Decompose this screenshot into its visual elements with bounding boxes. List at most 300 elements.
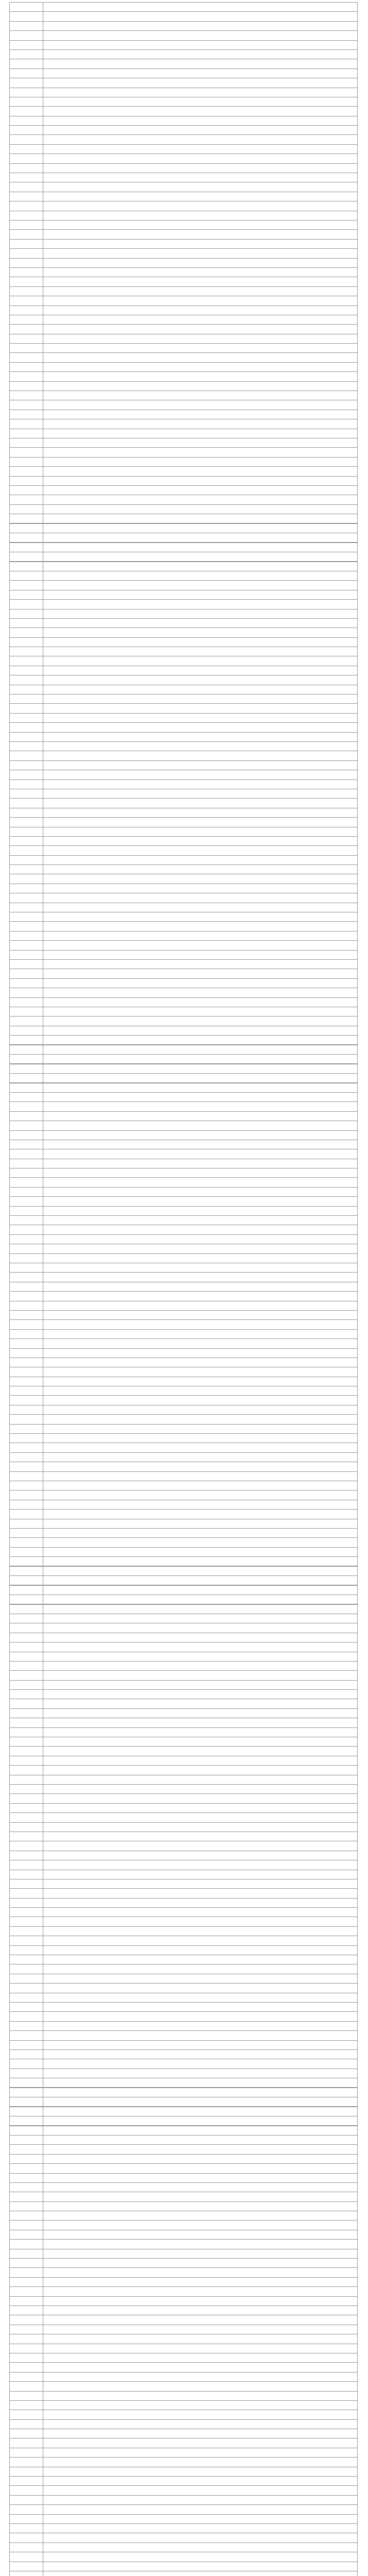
table-row bbox=[10, 467, 358, 476]
company-name-cell bbox=[43, 2040, 358, 2049]
table-row bbox=[10, 1945, 358, 1955]
company-name-cell bbox=[43, 1528, 358, 1537]
row-number bbox=[10, 457, 43, 466]
row-number bbox=[10, 1737, 43, 1747]
row-number bbox=[10, 675, 43, 685]
row-number bbox=[10, 1159, 43, 1168]
row-number bbox=[10, 2012, 43, 2021]
company-table bbox=[9, 1045, 358, 1604]
row-number bbox=[10, 1216, 43, 1225]
table-row bbox=[10, 2240, 358, 2249]
company-name-cell bbox=[43, 618, 358, 628]
row-number bbox=[10, 97, 43, 106]
row-number bbox=[10, 846, 43, 855]
company-name-cell bbox=[43, 1216, 358, 1225]
row-number bbox=[10, 2486, 43, 2495]
company-name-cell bbox=[43, 2458, 358, 2467]
table-row bbox=[10, 685, 358, 694]
table-row bbox=[10, 1140, 358, 1149]
table-row bbox=[10, 1424, 358, 1433]
row-number bbox=[10, 1993, 43, 2002]
company-name-cell bbox=[43, 1595, 358, 1604]
company-name-cell bbox=[43, 1064, 358, 1073]
row-number bbox=[10, 2514, 43, 2523]
table-row bbox=[10, 808, 358, 817]
company-name-cell bbox=[43, 12, 358, 21]
company-name-cell bbox=[43, 2382, 358, 2391]
row-number bbox=[10, 1889, 43, 1898]
row-number bbox=[10, 609, 43, 618]
company-name-cell bbox=[43, 1140, 358, 1149]
company-name-cell bbox=[43, 1708, 358, 1718]
company-name-cell bbox=[43, 59, 358, 69]
row-number bbox=[10, 1111, 43, 1121]
row-number bbox=[10, 1585, 43, 1595]
table-row bbox=[10, 1083, 358, 1092]
table-row bbox=[10, 1102, 358, 1111]
row-number bbox=[10, 2391, 43, 2400]
company-name-cell bbox=[43, 1557, 358, 1566]
company-name-cell bbox=[43, 609, 358, 618]
row-number bbox=[10, 1955, 43, 1964]
row-number bbox=[10, 126, 43, 135]
table-row bbox=[10, 1386, 358, 1396]
table-row bbox=[10, 1889, 358, 1898]
table-row bbox=[10, 647, 358, 656]
company-name-cell bbox=[43, 959, 358, 969]
row-number bbox=[10, 1396, 43, 1405]
row-number bbox=[10, 1671, 43, 1680]
row-number bbox=[10, 59, 43, 69]
row-number bbox=[10, 543, 43, 552]
row-number bbox=[10, 344, 43, 353]
row-number bbox=[10, 1813, 43, 1822]
row-number bbox=[10, 2571, 43, 2576]
row-number bbox=[10, 1964, 43, 1974]
row-number bbox=[10, 1329, 43, 1338]
table-row bbox=[10, 2182, 358, 2192]
company-name-cell bbox=[43, 2486, 358, 2495]
company-name-cell bbox=[43, 1585, 358, 1595]
company-name-cell bbox=[43, 950, 358, 959]
table-row bbox=[10, 2021, 358, 2030]
row-number bbox=[10, 562, 43, 571]
company-name-cell bbox=[43, 258, 358, 267]
table-row bbox=[10, 1955, 358, 1964]
table-row bbox=[10, 723, 358, 732]
table-row bbox=[10, 1661, 358, 1670]
row-number bbox=[10, 49, 43, 59]
row-number bbox=[10, 277, 43, 286]
table-row bbox=[10, 258, 358, 267]
table-row bbox=[10, 325, 358, 334]
row-number bbox=[10, 1917, 43, 1926]
company-name-cell bbox=[43, 770, 358, 779]
company-name-cell bbox=[43, 1604, 358, 1614]
company-name-cell bbox=[43, 1055, 358, 1064]
table-row bbox=[10, 1396, 358, 1405]
company-name-cell bbox=[43, 1462, 358, 1471]
table-row bbox=[10, 163, 358, 173]
table-row bbox=[10, 941, 358, 950]
table-row bbox=[10, 514, 358, 523]
row-number bbox=[10, 1358, 43, 1367]
table-row bbox=[10, 1851, 358, 1860]
company-name-cell bbox=[43, 1310, 358, 1319]
table-section bbox=[9, 1045, 358, 1604]
company-name-cell bbox=[43, 2259, 358, 2268]
table-row bbox=[10, 2372, 358, 2381]
row-number bbox=[10, 751, 43, 760]
company-name-cell bbox=[43, 1500, 358, 1509]
row-number bbox=[10, 107, 43, 116]
company-name-cell bbox=[43, 1737, 358, 1747]
row-number bbox=[10, 1263, 43, 1272]
row-number bbox=[10, 201, 43, 211]
company-name-cell bbox=[43, 467, 358, 476]
company-name-cell bbox=[43, 2543, 358, 2552]
table-row bbox=[10, 1671, 358, 1680]
table-row bbox=[10, 713, 358, 722]
company-name-cell bbox=[43, 1784, 358, 1793]
table-row bbox=[10, 552, 358, 562]
row-number bbox=[10, 1510, 43, 1519]
table-row bbox=[10, 1111, 358, 1121]
table-row bbox=[10, 988, 358, 997]
row-number bbox=[10, 1984, 43, 1993]
company-name-cell bbox=[43, 675, 358, 685]
company-name-cell bbox=[43, 1367, 358, 1377]
company-name-cell bbox=[43, 969, 358, 978]
row-number bbox=[10, 391, 43, 400]
company-name-cell bbox=[43, 2438, 358, 2448]
row-number bbox=[10, 1614, 43, 1623]
table-row bbox=[10, 2059, 358, 2069]
row-number bbox=[10, 827, 43, 836]
table-row bbox=[10, 277, 358, 286]
company-name-cell bbox=[43, 751, 358, 760]
row-number bbox=[10, 1538, 43, 1547]
company-name-cell bbox=[43, 685, 358, 694]
company-name-cell bbox=[43, 988, 358, 997]
table-row bbox=[10, 31, 358, 40]
row-number bbox=[10, 1945, 43, 1955]
company-name-cell bbox=[43, 3, 358, 12]
table-row bbox=[10, 334, 358, 343]
table-row bbox=[10, 2448, 358, 2457]
company-name-cell bbox=[43, 2315, 358, 2325]
row-number bbox=[10, 552, 43, 562]
table-row bbox=[10, 391, 358, 400]
table-row bbox=[10, 922, 358, 931]
row-number bbox=[10, 1424, 43, 1433]
row-number bbox=[10, 381, 43, 391]
table-row bbox=[10, 306, 358, 315]
table-row bbox=[10, 969, 358, 978]
table-row bbox=[10, 1576, 358, 1585]
table-row bbox=[10, 2505, 358, 2514]
row-number bbox=[10, 628, 43, 637]
row-number bbox=[10, 1282, 43, 1291]
company-name-cell bbox=[43, 2230, 358, 2239]
table-row bbox=[10, 884, 358, 893]
row-number bbox=[10, 88, 43, 97]
company-name-cell bbox=[43, 1917, 358, 1926]
table-row bbox=[10, 126, 358, 135]
table-row bbox=[10, 3, 358, 12]
table-row bbox=[10, 1273, 358, 1282]
company-name-cell bbox=[43, 1452, 358, 1462]
company-name-cell bbox=[43, 306, 358, 315]
row-number bbox=[10, 893, 43, 903]
table-row bbox=[10, 827, 358, 836]
company-name-cell bbox=[43, 1974, 358, 1983]
table-row bbox=[10, 1841, 358, 1851]
row-number bbox=[10, 1481, 43, 1490]
table-row bbox=[10, 2069, 358, 2078]
company-name-cell bbox=[43, 344, 358, 353]
company-name-cell bbox=[43, 533, 358, 543]
row-number bbox=[10, 2040, 43, 2049]
company-name-cell bbox=[43, 1813, 358, 1822]
table-row bbox=[10, 1690, 358, 1699]
table-row bbox=[10, 1216, 358, 1225]
table-row bbox=[10, 1367, 358, 1377]
table-row bbox=[10, 1415, 358, 1424]
company-name-cell bbox=[43, 543, 358, 552]
company-name-cell bbox=[43, 182, 358, 192]
company-name-cell bbox=[43, 1936, 358, 1945]
company-name-cell bbox=[43, 1434, 358, 1443]
table-row bbox=[10, 173, 358, 182]
table-row bbox=[10, 666, 358, 675]
table-row bbox=[10, 893, 358, 903]
company-name-cell bbox=[43, 874, 358, 884]
company-name-cell bbox=[43, 779, 358, 789]
company-name-cell bbox=[43, 2088, 358, 2097]
company-name-cell bbox=[43, 846, 358, 855]
table-row bbox=[10, 2552, 358, 2562]
company-name-cell bbox=[43, 1671, 358, 1680]
company-name-cell bbox=[43, 1699, 358, 1708]
row-number bbox=[10, 1016, 43, 1026]
company-name-cell bbox=[43, 296, 358, 306]
table-row bbox=[10, 410, 358, 419]
row-number bbox=[10, 590, 43, 599]
company-name-cell bbox=[43, 2571, 358, 2576]
row-number bbox=[10, 1879, 43, 1888]
company-name-cell bbox=[43, 1727, 358, 1737]
table-row bbox=[10, 1917, 358, 1926]
company-name-cell bbox=[43, 760, 358, 770]
table-row bbox=[10, 1557, 358, 1566]
company-name-cell bbox=[43, 912, 358, 922]
company-name-cell bbox=[43, 1633, 358, 1642]
company-name-cell bbox=[43, 1036, 358, 1045]
table-row bbox=[10, 1680, 358, 1689]
row-number bbox=[10, 2259, 43, 2268]
table-row bbox=[10, 40, 358, 49]
table-row bbox=[10, 2382, 358, 2391]
company-name-cell bbox=[43, 590, 358, 599]
company-name-cell bbox=[43, 1652, 358, 1661]
row-number bbox=[10, 2562, 43, 2571]
company-name-cell bbox=[43, 2523, 358, 2533]
row-number bbox=[10, 713, 43, 722]
table-row bbox=[10, 230, 358, 239]
row-number bbox=[10, 818, 43, 827]
row-number bbox=[10, 1045, 43, 1055]
table-row bbox=[10, 912, 358, 922]
table-row bbox=[10, 2135, 358, 2144]
row-number bbox=[10, 2533, 43, 2543]
company-name-cell bbox=[43, 1415, 358, 1424]
row-number bbox=[10, 1310, 43, 1319]
table-row bbox=[10, 504, 358, 514]
company-name-cell bbox=[43, 2135, 358, 2144]
table-row bbox=[10, 1206, 358, 1215]
company-name-cell bbox=[43, 201, 358, 211]
row-number bbox=[10, 69, 43, 78]
company-name-cell bbox=[43, 1386, 358, 1396]
row-number bbox=[10, 1642, 43, 1652]
table-row bbox=[10, 78, 358, 88]
row-number bbox=[10, 2344, 43, 2353]
company-name-cell bbox=[43, 1642, 358, 1652]
table-row bbox=[10, 1756, 358, 1765]
row-number bbox=[10, 884, 43, 893]
company-name-cell bbox=[43, 438, 358, 447]
company-name-cell bbox=[43, 893, 358, 903]
table-row bbox=[10, 1225, 358, 1234]
company-name-cell bbox=[43, 1273, 358, 1282]
company-name-cell bbox=[43, 1747, 358, 1756]
table-row bbox=[10, 1168, 358, 1178]
row-number bbox=[10, 1443, 43, 1452]
table-row bbox=[10, 1320, 358, 1329]
company-name-cell bbox=[43, 1292, 358, 1301]
row-number bbox=[10, 2353, 43, 2362]
table-row bbox=[10, 779, 358, 789]
company-name-cell bbox=[43, 97, 358, 106]
company-name-cell bbox=[43, 2429, 358, 2438]
company-name-cell bbox=[43, 2344, 358, 2353]
company-name-cell bbox=[43, 2268, 358, 2277]
company-name-cell bbox=[43, 249, 358, 258]
row-number bbox=[10, 353, 43, 362]
row-number bbox=[10, 296, 43, 306]
company-name-cell bbox=[43, 211, 358, 220]
table-row bbox=[10, 267, 358, 277]
company-name-cell bbox=[43, 713, 358, 722]
table-row bbox=[10, 836, 358, 845]
row-number bbox=[10, 2164, 43, 2173]
company-name-cell bbox=[43, 1841, 358, 1851]
table-row bbox=[10, 2211, 358, 2221]
row-number bbox=[10, 1273, 43, 1282]
row-number bbox=[10, 732, 43, 741]
company-name-cell bbox=[43, 2002, 358, 2011]
row-number bbox=[10, 1130, 43, 1140]
row-number bbox=[10, 315, 43, 324]
row-number bbox=[10, 1064, 43, 1073]
row-number bbox=[10, 1102, 43, 1111]
company-name-cell bbox=[43, 1092, 358, 1101]
row-number bbox=[10, 1092, 43, 1101]
row-number bbox=[10, 1803, 43, 1812]
row-number bbox=[10, 2467, 43, 2476]
company-name-cell bbox=[43, 1964, 358, 1974]
company-name-cell bbox=[43, 2049, 358, 2059]
table-row bbox=[10, 59, 358, 69]
row-number bbox=[10, 779, 43, 789]
table-section bbox=[9, 2, 358, 562]
row-number bbox=[10, 2240, 43, 2249]
table-row bbox=[10, 2097, 358, 2107]
row-number bbox=[10, 1253, 43, 1263]
company-name-cell bbox=[43, 2334, 358, 2344]
row-number bbox=[10, 21, 43, 30]
company-name-cell bbox=[43, 1926, 358, 1936]
row-number bbox=[10, 855, 43, 865]
company-name-cell bbox=[43, 2201, 358, 2211]
table-row bbox=[10, 959, 358, 969]
company-name-cell bbox=[43, 2363, 358, 2372]
table-row bbox=[10, 1055, 358, 1064]
company-name-cell bbox=[43, 49, 358, 59]
row-number bbox=[10, 1187, 43, 1196]
row-number bbox=[10, 1661, 43, 1670]
company-name-cell bbox=[43, 1263, 358, 1272]
table-row bbox=[10, 249, 358, 258]
table-row bbox=[10, 732, 358, 741]
company-name-cell bbox=[43, 1955, 358, 1964]
table-row bbox=[10, 1452, 358, 1462]
table-row bbox=[10, 2467, 358, 2476]
table-row bbox=[10, 2040, 358, 2049]
row-number bbox=[10, 600, 43, 609]
table-row bbox=[10, 1803, 358, 1812]
table-row bbox=[10, 1908, 358, 1917]
row-number bbox=[10, 524, 43, 533]
row-number bbox=[10, 1841, 43, 1851]
row-number bbox=[10, 2410, 43, 2419]
company-name-cell bbox=[43, 107, 358, 116]
company-name-cell bbox=[43, 2552, 358, 2562]
company-name-cell bbox=[43, 865, 358, 874]
row-number bbox=[10, 2211, 43, 2221]
company-name-cell bbox=[43, 1775, 358, 1784]
table-row bbox=[10, 1794, 358, 1803]
row-number bbox=[10, 192, 43, 201]
row-number bbox=[10, 419, 43, 429]
row-number bbox=[10, 2552, 43, 2562]
company-name-cell bbox=[43, 799, 358, 808]
row-number bbox=[10, 239, 43, 248]
company-name-cell bbox=[43, 239, 358, 248]
row-number bbox=[10, 2419, 43, 2429]
row-number bbox=[10, 1121, 43, 1130]
company-table bbox=[9, 2, 358, 562]
row-number bbox=[10, 1908, 43, 1917]
company-name-cell bbox=[43, 1889, 358, 1898]
company-name-cell bbox=[43, 732, 358, 741]
row-number bbox=[10, 1386, 43, 1396]
row-number bbox=[10, 1234, 43, 1244]
row-number bbox=[10, 1926, 43, 1936]
table-row bbox=[10, 1898, 358, 1907]
row-number bbox=[10, 2429, 43, 2438]
